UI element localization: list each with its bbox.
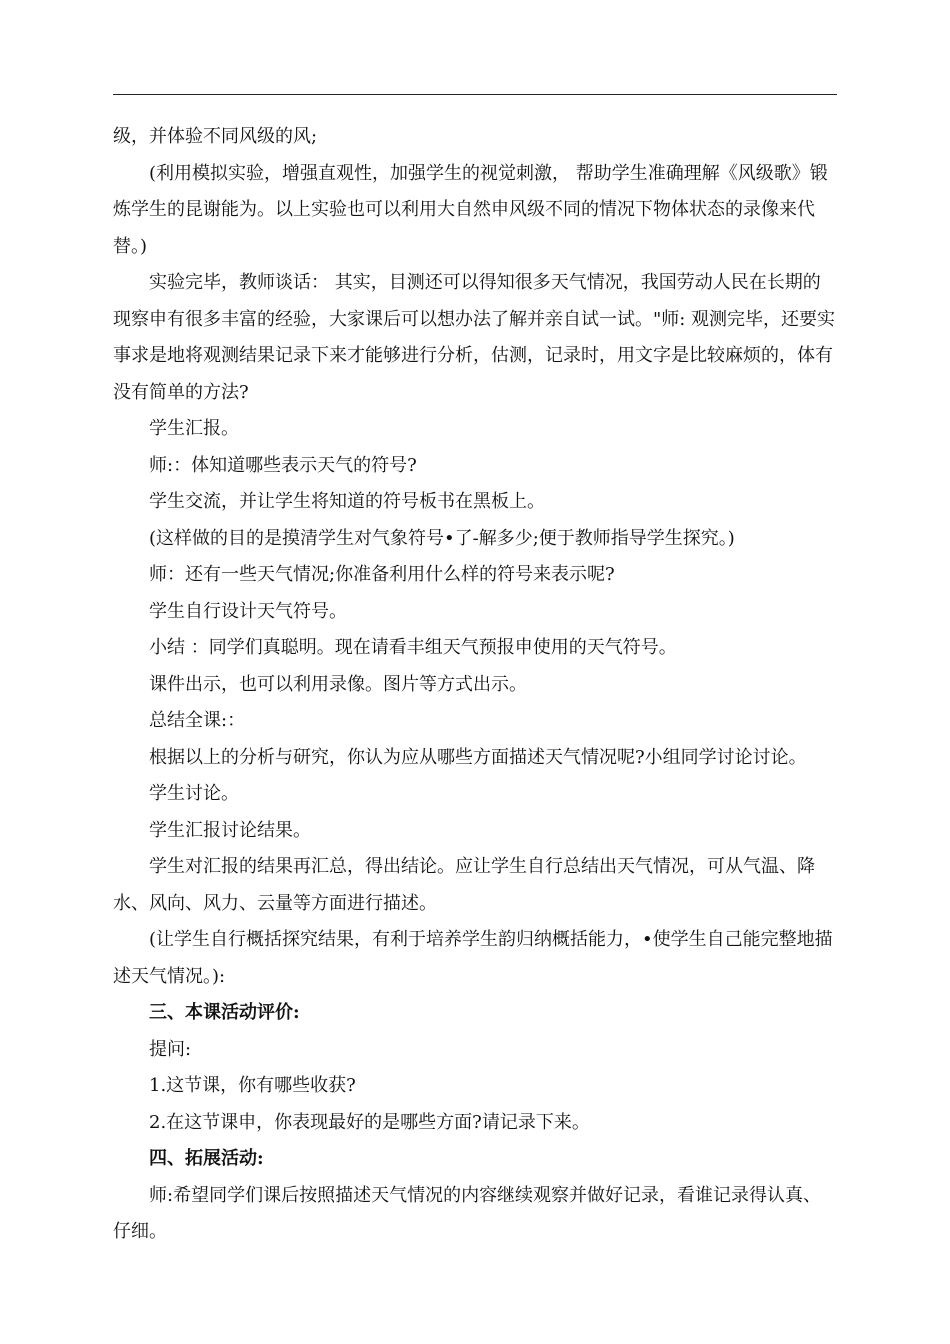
paragraph-continuation: 级，并体验不同风级的风;	[113, 126, 318, 147]
paragraph-discussion: 学生讨论。	[149, 783, 239, 804]
list-item-question-1: 1.这节课，你有哪些收获?	[149, 1075, 356, 1096]
paragraph-note-simulation: (利用模拟实验，增强直观性，加强学生的视觉刺激， 帮助学生准确理解《风级歌》锻炼学生的昆谢能为。以上实验也可以利用大自然申风级不同的情况下物体状态的录像来代替。)	[113, 162, 828, 257]
paragraph-teacher-talk: 实验完毕，教师谈话： 其实，目测还可以得知很多天气情况，我国劳动人民在长期的现察申有很多丰富的经验，大家课后可以想办法了解并亲自试一试。"师: 观测完毕，还要实事求是地将观测结果记录下来才能够进行分析，估测，记录时，用文字是比较麻烦的，体有没有简单的方法?	[113, 272, 836, 403]
paragraph-questions: 提问:	[149, 1038, 192, 1060]
paragraph-student-report: 学生汇报。	[149, 418, 239, 439]
paragraph-conclusion: 学生对汇报的结果再汇总，得出结论。应让学生自行总结出天气情况，可从气温、降水、风向、风力、云量等方面进行描述。	[113, 856, 815, 914]
list-item-question-2: 2.在这节课申，你表现最好的是哪些方面?请记录下来。	[149, 1111, 590, 1133]
paragraph-design-symbols: 学生自行设计天气符号。	[149, 600, 347, 622]
paragraph-summary: 小结 ：同学们真聪明。现在请看丰组天气预报申使用的天气符号。	[149, 637, 677, 658]
document-body	[113, 119, 837, 1251]
paragraph-courseware: 课件出示，也可以利用录像。图片等方式出示。	[149, 673, 527, 695]
header-rule	[113, 94, 837, 95]
paragraph-note-summary: (让学生自行概括探究结果，有利于培养学生韵归纳概括能力，•使学生自己能完整地描述天气情况。):	[113, 929, 833, 987]
paragraph-analysis: 根据以上的分析与研究，你认为应从哪些方面描述天气情况呢?小组同学讨论讨论。	[149, 746, 807, 768]
section-heading-evaluation: 三、本课活动评价:	[149, 1002, 300, 1023]
paragraph-extension: 师:希望同学们课后按照描述天气情况的内容继续观察并做好记录，看谁记录得认真、仔细。	[113, 1184, 822, 1242]
paragraph-conclusion-heading: 总结全课:：	[149, 710, 246, 731]
section-heading-extension: 四、拓展活动:	[149, 1148, 264, 1169]
paragraph-discussion-report: 学生汇报讨论结果。	[149, 819, 311, 841]
paragraph-teacher-question: 师:：体知道哪些表示天气的符号?	[149, 454, 417, 476]
paragraph-note-purpose: (这样做的目的是摸清学生对气象符号•了-解多少;便于教师指导学生探究。)	[149, 527, 735, 549]
paragraph-teacher-symbols: 师：还有一些天气情况;你准备利用什么样的符号来表示呢?	[149, 564, 615, 585]
paragraph-student-exchange: 学生交流，并让学生将知道的符号板书在黑板上。	[149, 491, 545, 512]
